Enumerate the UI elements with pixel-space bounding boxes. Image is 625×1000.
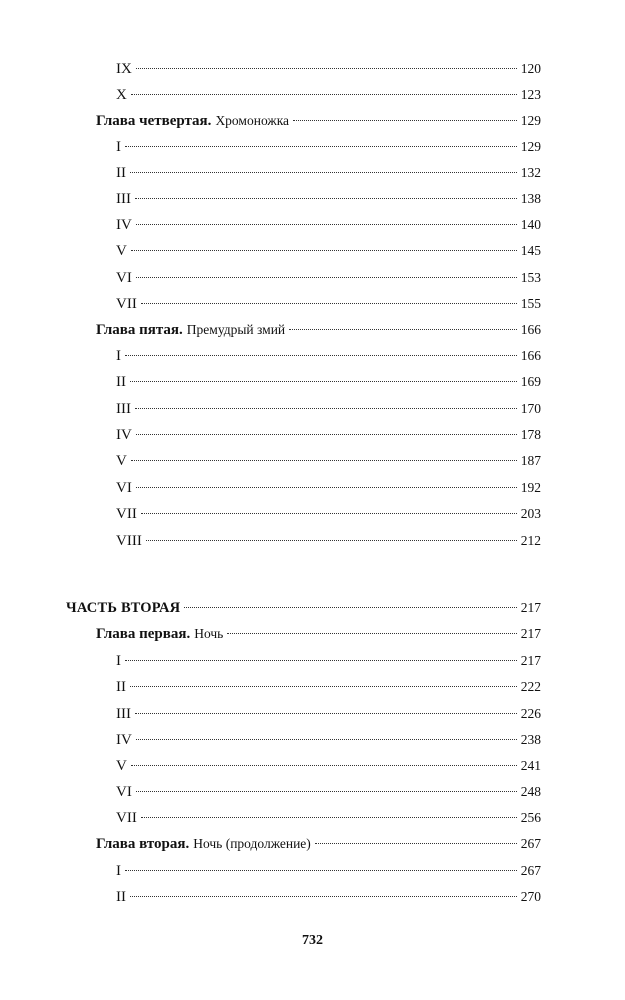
dot-leader (146, 540, 517, 541)
dot-leader (130, 686, 517, 687)
toc-chapter-entry (96, 833, 541, 855)
toc-entry (116, 293, 541, 315)
chapter-label (96, 110, 289, 132)
page-number: 270 (520, 889, 541, 904)
section-number: X (116, 87, 127, 103)
page-number: 155 (520, 296, 541, 311)
toc-entry (116, 240, 541, 262)
page-number: 267 (520, 836, 541, 851)
section-number: II (116, 679, 126, 695)
dot-leader (131, 765, 517, 766)
chapter-title: Ночь (194, 626, 224, 641)
page-number: 153 (520, 270, 541, 285)
page-number: 217 (520, 600, 541, 615)
page-number: 166 (520, 348, 541, 363)
page-number: 212 (520, 533, 541, 548)
chapter-label (96, 623, 223, 645)
toc-entry (116, 450, 541, 472)
chapter-heading: Глава четвертая. (96, 113, 212, 129)
dot-leader (227, 633, 516, 634)
section-number: II (116, 889, 126, 905)
page-number: 187 (520, 453, 541, 468)
page-number: 123 (520, 87, 541, 102)
dot-leader (135, 408, 517, 409)
toc-chapter-entry (96, 110, 541, 132)
dot-leader (136, 68, 517, 69)
page-number: 145 (520, 243, 541, 258)
dot-leader (141, 303, 517, 304)
section-number: I (116, 653, 121, 669)
toc-entry (116, 188, 541, 210)
page-number: 120 (520, 61, 541, 76)
dot-leader (136, 434, 517, 435)
page-number: 129 (520, 139, 541, 154)
page-number: 166 (520, 322, 541, 337)
toc-entry (116, 371, 541, 393)
dot-leader (125, 660, 517, 661)
page-number: 129 (520, 113, 541, 128)
dot-leader (136, 487, 517, 488)
chapter-heading: Глава вторая. (96, 836, 190, 852)
dot-leader (131, 94, 517, 95)
page-number: 203 (520, 506, 541, 521)
toc-entry (116, 807, 541, 829)
toc-entry (116, 162, 541, 184)
section-number: V (116, 758, 127, 774)
dot-leader (315, 843, 517, 844)
section-number: IV (116, 217, 132, 233)
dot-leader (130, 896, 517, 897)
page-number: 241 (520, 758, 541, 773)
page-number: 132 (520, 165, 541, 180)
dot-leader (289, 329, 517, 330)
section-number: III (116, 191, 131, 207)
dot-leader (184, 607, 516, 608)
dot-leader (130, 381, 517, 382)
toc-entry (116, 755, 541, 777)
section-number: IV (116, 427, 132, 443)
page-number: 222 (520, 679, 541, 694)
page-number: 248 (520, 784, 541, 799)
toc-entry (116, 345, 541, 367)
toc-entry (116, 860, 541, 882)
toc-entry (116, 58, 541, 80)
dot-leader (136, 791, 517, 792)
section-number: I (116, 348, 121, 364)
page-number: 238 (520, 732, 541, 747)
section-number: VIII (116, 533, 142, 549)
toc-entry (116, 729, 541, 751)
page-number: 267 (520, 863, 541, 878)
toc-entry (116, 477, 541, 499)
page-number: 140 (520, 217, 541, 232)
page-number: 256 (520, 810, 541, 825)
dot-leader (141, 817, 517, 818)
dot-leader (125, 870, 517, 871)
dot-leader (135, 713, 517, 714)
chapter-title: Ночь (продолжение) (193, 836, 311, 851)
page-number: 170 (520, 401, 541, 416)
section-number: IV (116, 732, 132, 748)
toc-entry (116, 503, 541, 525)
chapter-title: Хромоножка (215, 113, 290, 128)
toc-entry (116, 398, 541, 420)
section-number: I (116, 863, 121, 879)
dot-leader (125, 355, 517, 356)
section-number: IX (116, 61, 132, 77)
toc-entry (116, 424, 541, 446)
section-number: I (116, 139, 121, 155)
toc-entry (116, 676, 541, 698)
section-number: VII (116, 810, 137, 826)
toc-entry (116, 703, 541, 725)
toc-entry (116, 136, 541, 158)
chapter-label (96, 833, 311, 855)
toc-entry (116, 214, 541, 236)
page-number: 226 (520, 706, 541, 721)
toc-entry (116, 650, 541, 672)
dot-leader (131, 460, 517, 461)
page-number: 169 (520, 374, 541, 389)
page-number: 217 (520, 626, 541, 641)
dot-leader (141, 513, 517, 514)
page-number: 178 (520, 427, 541, 442)
toc-entry (116, 886, 541, 908)
toc-entry (116, 781, 541, 803)
page-number: 217 (520, 653, 541, 668)
dot-leader (135, 198, 517, 199)
dot-leader (293, 120, 517, 121)
section-number: VI (116, 784, 132, 800)
dot-leader (125, 146, 517, 147)
dot-leader (131, 250, 517, 251)
section-number: III (116, 401, 131, 417)
dot-leader (136, 277, 517, 278)
section-number: V (116, 243, 127, 259)
section-number: VI (116, 480, 132, 496)
toc-chapter-entry (96, 623, 541, 645)
toc-entry (116, 84, 541, 106)
dot-leader (130, 172, 517, 173)
section-number: VII (116, 506, 137, 522)
dot-leader (136, 224, 517, 225)
chapter-heading: Глава пятая. (96, 322, 183, 338)
dot-leader (136, 739, 517, 740)
section-number: III (116, 706, 131, 722)
toc-entry (116, 267, 541, 289)
chapter-heading: Глава первая. (96, 626, 191, 642)
section-number: V (116, 453, 127, 469)
section-number: II (116, 165, 126, 181)
page-number: 138 (520, 191, 541, 206)
section-number: II (116, 374, 126, 390)
chapter-label (96, 319, 285, 341)
toc-part-entry (66, 597, 541, 619)
toc-chapter-entry (96, 319, 541, 341)
part-heading: ЧАСТЬ ВТОРАЯ (66, 600, 181, 616)
page-number: 192 (520, 480, 541, 495)
section-number: VII (116, 296, 137, 312)
chapter-title: Премудрый змий (186, 322, 286, 337)
section-number: VI (116, 270, 132, 286)
toc-entry (116, 530, 541, 552)
page-folio-number: 732 (302, 933, 323, 948)
